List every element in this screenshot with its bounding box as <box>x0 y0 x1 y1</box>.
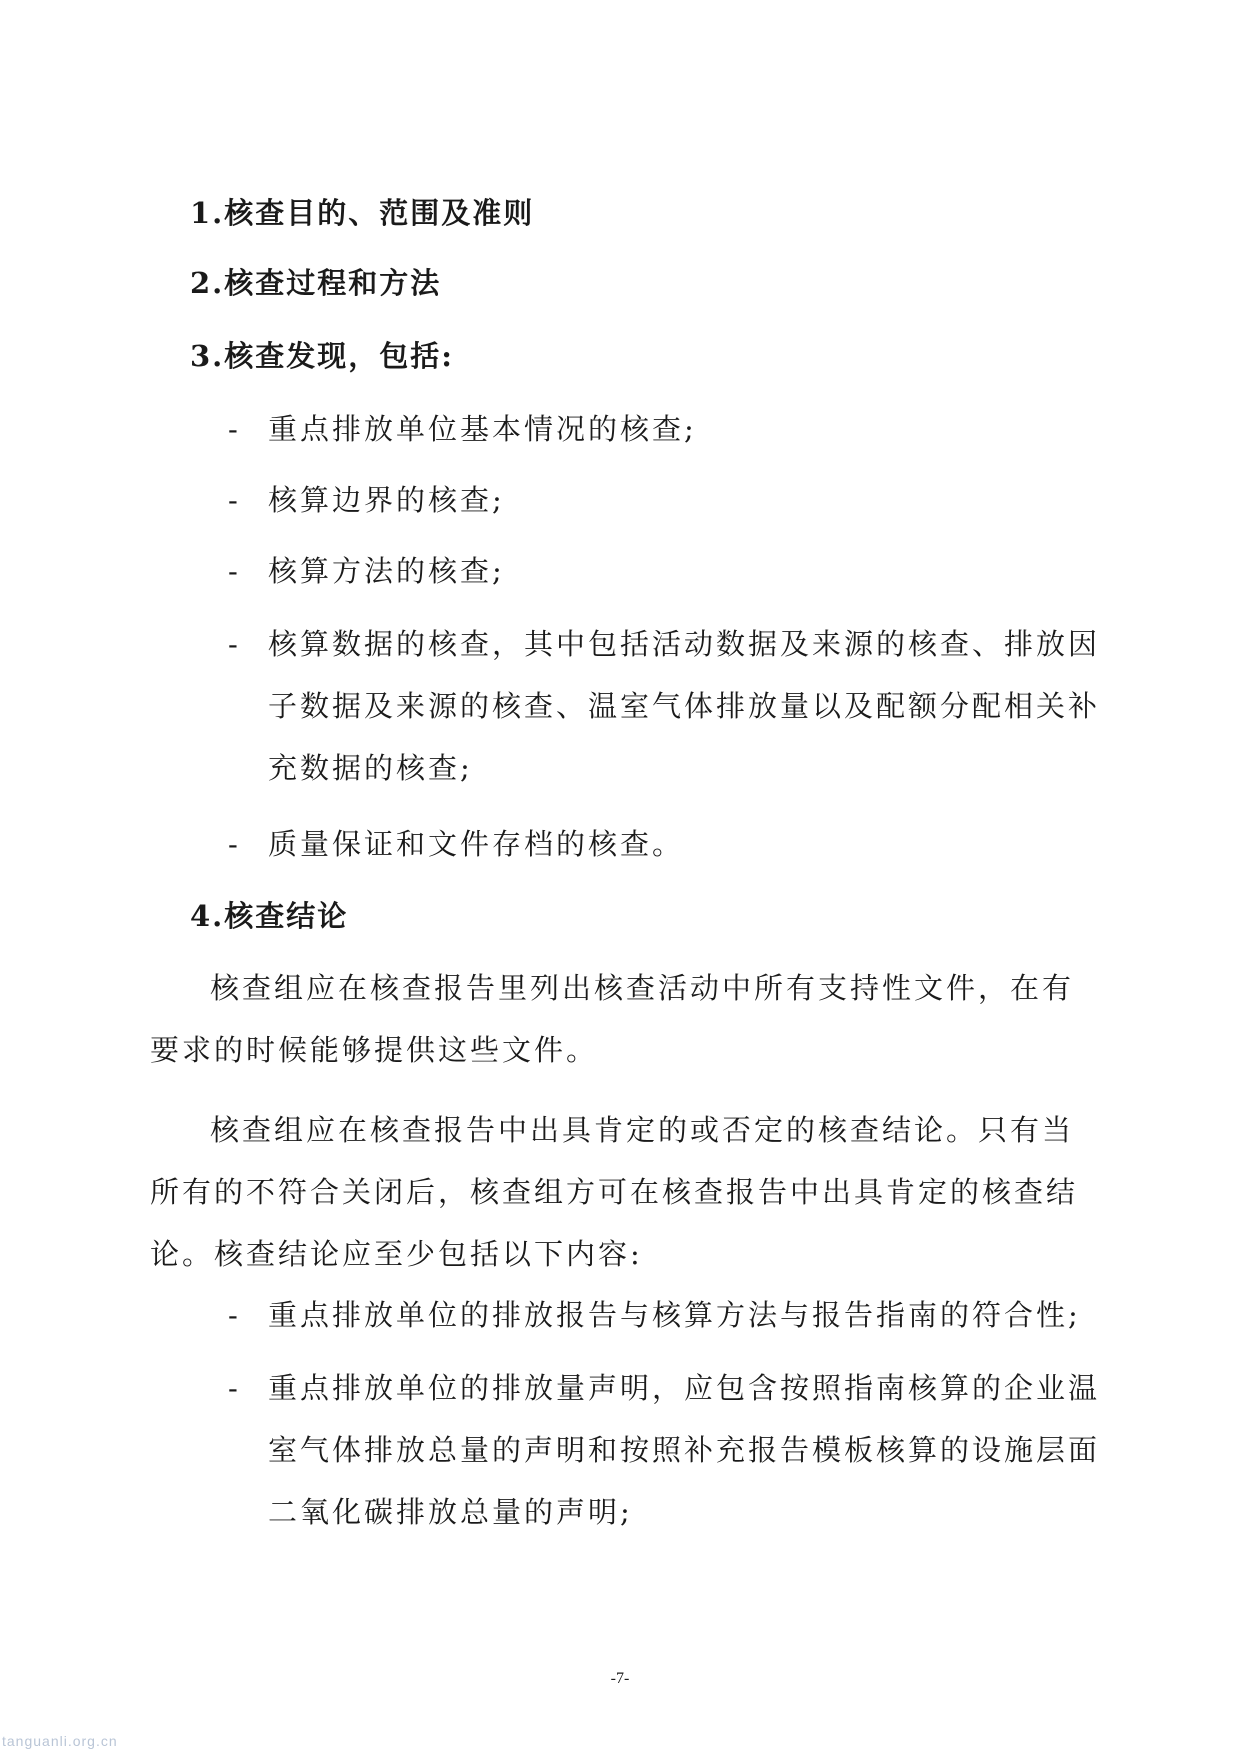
heading-conclusion: 4.核查结论 <box>190 899 349 933</box>
watermark: tanguanli.org.cn <box>2 1733 118 1749</box>
list-dash: - <box>228 827 241 861</box>
finding-text: 核算数据的核查，其中包括活动数据及来源的核查、排放因子数据及来源的核查、温室气体排放量以及配额分配相关补充数据的核查; <box>268 627 1101 785</box>
list-dash: - <box>228 412 241 446</box>
finding-text: 核算方法的核查; <box>268 554 505 588</box>
heading-purpose-scope: 1.核查目的、范围及准则 <box>190 196 535 230</box>
page-number: -7- <box>610 1670 630 1687</box>
list-dash: - <box>228 1371 241 1405</box>
heading-process-method: 2.核查过程和方法 <box>190 266 442 300</box>
finding-text: 重点排放单位基本情况的核查; <box>268 412 697 446</box>
list-dash: - <box>228 1298 241 1332</box>
list-dash: - <box>228 554 241 588</box>
heading-findings: 3.核查发现，包括: <box>190 339 454 373</box>
conclusion-text: 重点排放单位的排放量声明，应包含按照指南核算的企业温室气体排放总量的声明和按照补充报告模板核算的设施层面二氧化碳排放总量的声明; <box>268 1371 1101 1529</box>
list-dash: - <box>228 627 241 661</box>
conclusion-text: 重点排放单位的排放报告与核算方法与报告指南的符合性; <box>268 1298 1081 1332</box>
list-dash: - <box>228 483 241 517</box>
paragraph-supporting-docs: 核查组应在核查报告里列出核查活动中所有支持性文件，在有要求的时候能够提供这些文件。 <box>150 971 1075 1067</box>
finding-text: 质量保证和文件存档的核查。 <box>268 827 685 861</box>
finding-text: 核算边界的核查; <box>268 483 505 517</box>
paragraph-conclusion-requirements: 核查组应在核查报告中出具肯定的或否定的核查结论。只有当所有的不符合关闭后，核查组方可在核查报告中出具肯定的核查结论。核查结论应至少包括以下内容: <box>150 1113 1079 1271</box>
